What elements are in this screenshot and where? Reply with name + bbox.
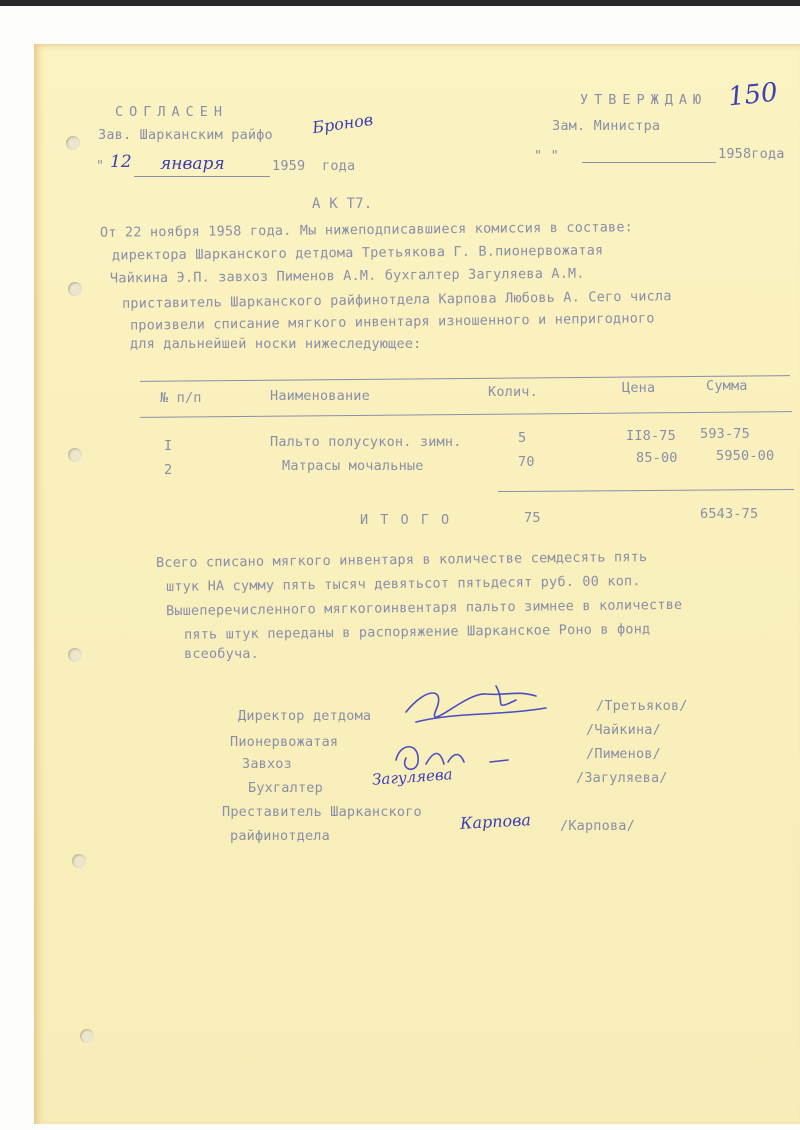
table-header-qty: Колич. (488, 384, 538, 400)
total-label: И Т О Г О (360, 512, 452, 528)
approval-left-date-month: января (160, 154, 225, 174)
total-qty: 75 (524, 510, 541, 526)
approval-left-signature: Бронов (310, 109, 375, 138)
signature-role-line2: райфинотдела (230, 828, 330, 844)
date-underline (582, 162, 716, 163)
signature-scribble-supply (390, 740, 530, 776)
row-num: 2 (164, 462, 173, 478)
approval-left-date-day: 12 (110, 152, 132, 172)
table-header-num: № п/п (160, 390, 202, 406)
intro-line: произвели списание мягкого инвентаря изношенного и непригодного (129, 310, 655, 334)
handwritten-signature: Загуляева (371, 765, 454, 789)
signature-name: /Карпова/ (560, 818, 635, 834)
signature-name: /Загуляева/ (576, 770, 668, 786)
approval-left-date-prefix: " (96, 158, 105, 174)
row-name: Матрасы мочальные (282, 458, 424, 474)
table-header-name: Наименование (270, 388, 370, 404)
punch-hole (80, 1029, 94, 1043)
summary-line: пять штук переданы в распоряжение Шарканское Роно в фонд (183, 621, 651, 643)
handwritten-signature: Карпова (459, 810, 532, 833)
approval-left-date-year: 1959 (272, 158, 306, 174)
row-price: II8-75 (626, 428, 676, 444)
punch-hole (68, 282, 82, 296)
intro-line: для дальнейшей носки нижеследующее: (130, 336, 422, 352)
approval-right-heading: УТВЕРЖДАЮ (580, 92, 708, 108)
row-sum: 593-75 (700, 426, 750, 442)
document-number: 150 (726, 77, 780, 113)
summary-line: Вышеперечисленного мягкогоинвентаря пальто зимнее в количестве (165, 596, 683, 620)
date-underline (134, 176, 270, 177)
signature-role: Завхоз (242, 756, 292, 772)
approval-left-heading: СОГЛАСЕН (115, 104, 229, 120)
signature-scribble-director (396, 682, 556, 732)
row-sum: 5950-00 (716, 448, 775, 464)
row-name: Пальто полусукон. зимн. (270, 434, 462, 450)
intro-line: От 22 ноября 1958 года. Мы нижеподписавшиеся комиссия в составе: (99, 219, 634, 241)
signature-name: /Чайкина/ (586, 722, 661, 738)
signature-role: Бухгалтер (248, 780, 323, 796)
signature-role: Пионервожатая (230, 734, 339, 750)
approval-right-date-year: 1958года (718, 146, 785, 162)
row-qty: 5 (518, 430, 527, 446)
intro-line: приставитель Шарканского райфинотдела Карпова Любовь А. Сего числа (121, 288, 672, 312)
signature-role: Директор детдома (238, 708, 372, 724)
table-header-sum: Сумма (706, 378, 748, 394)
signature-name: /Пименов/ (586, 746, 661, 762)
signature-role: Преставитель Шарканского (222, 804, 422, 820)
act-title: А К Т7. (312, 196, 373, 212)
row-price: 85-00 (636, 450, 678, 466)
table-header-price: Цена (622, 380, 656, 396)
approval-left-position: Зав. Шарканским райфо (98, 127, 273, 143)
signature-name: /Третьяков/ (596, 698, 688, 714)
punch-hole (68, 448, 82, 462)
punch-hole (66, 136, 80, 150)
scanner-top-edge (0, 0, 800, 6)
approval-left-date-suffix: года (322, 158, 356, 174)
approval-right-position: Зам. Министра (552, 118, 661, 134)
summary-line: штук НА сумму пять тысяч девятьсот пятьдесят руб. 00 коп. (165, 573, 641, 595)
row-qty: 70 (518, 454, 535, 470)
summary-line: всеобуча. (184, 646, 259, 662)
intro-line: Чайкина Э.П. завхоз Пименов А.М. бухгалтер Загуляева А.М. (109, 265, 585, 287)
approval-right-date-quotes: " " (534, 148, 559, 164)
intro-line: директора Шарканского детдома Третьякова Г. В.пионервожатая (111, 242, 604, 264)
total-sum: 6543-75 (700, 506, 759, 522)
row-num: I (164, 438, 173, 454)
punch-hole (68, 648, 82, 662)
summary-line: Всего списано мягкого инвентаря в количестве семдесять пять (155, 548, 648, 572)
punch-hole (72, 854, 86, 868)
